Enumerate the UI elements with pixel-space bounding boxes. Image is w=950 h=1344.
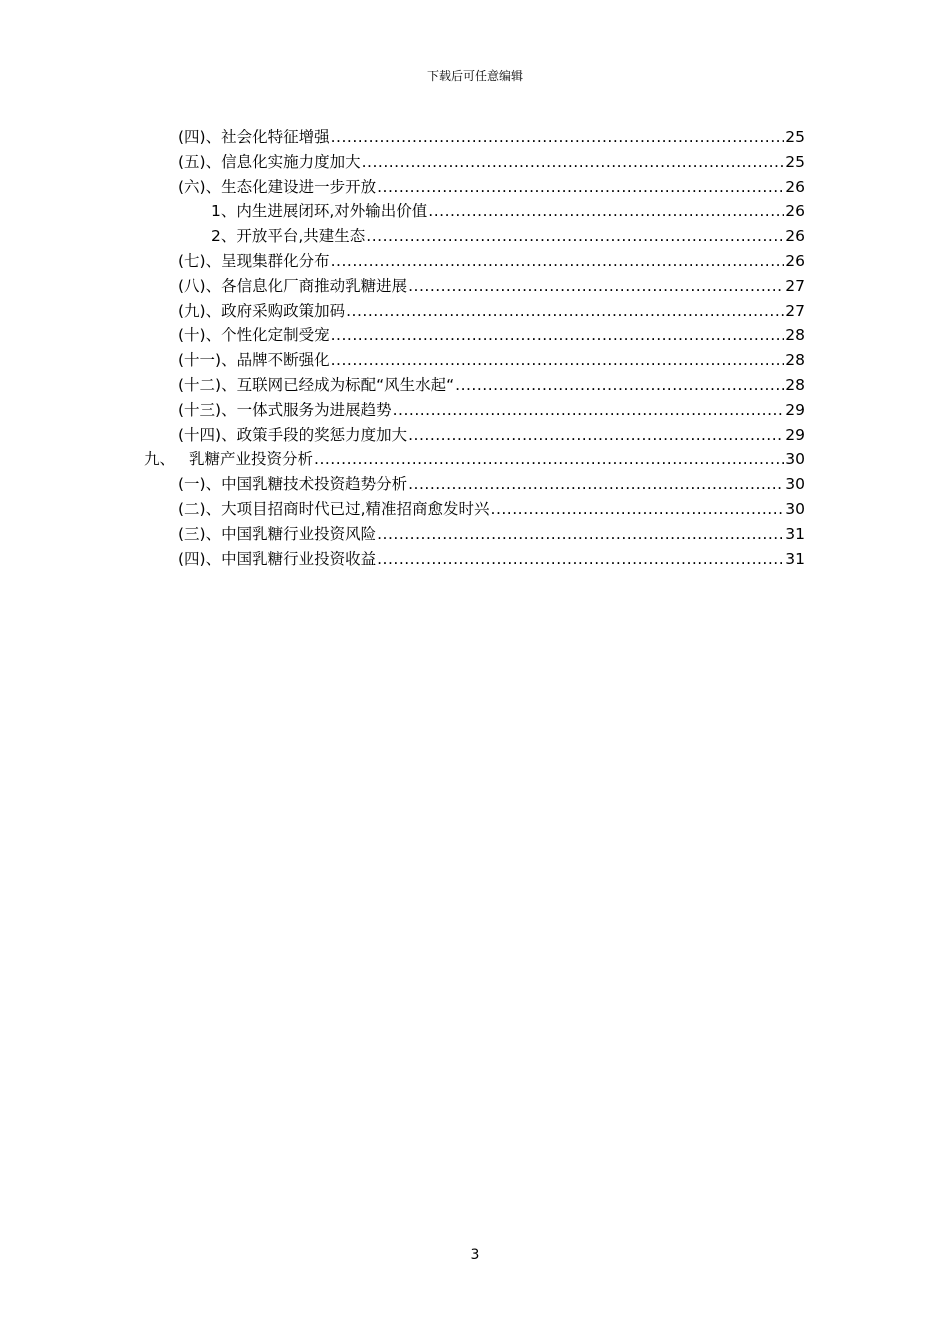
toc-entry-title: 1、内生进展闭环,对外输出价值 xyxy=(211,202,428,221)
toc-entry-page: 31 xyxy=(785,524,805,543)
toc-entry-page: 28 xyxy=(785,326,805,345)
toc-entry-page: 30 xyxy=(785,450,805,469)
toc-entry[interactable] xyxy=(178,176,805,198)
toc-entry-title: (十二)、互联网已经成为标配“风生水起“ xyxy=(178,376,455,394)
toc-entry[interactable] xyxy=(211,200,805,222)
toc-entry-page: 26 xyxy=(785,202,805,221)
toc-entry-title: (十四)、政策手段的奖惩力度加大 xyxy=(178,425,408,444)
toc-entry-page: 29 xyxy=(785,400,805,419)
toc-entry[interactable] xyxy=(178,498,805,520)
toc-entry[interactable] xyxy=(178,473,805,495)
toc-entry[interactable] xyxy=(178,523,805,545)
toc-entry[interactable] xyxy=(211,225,805,247)
toc-entry[interactable] xyxy=(178,324,805,346)
toc-entry-page: 30 xyxy=(785,475,805,494)
toc-dot-leader xyxy=(314,448,784,470)
toc-dot-leader xyxy=(393,399,785,421)
toc-entry-title: (四)、中国乳糖行业投资收益 xyxy=(178,549,377,568)
toc-dot-leader xyxy=(331,250,785,272)
toc-entry-title: (七)、呈现集群化分布 xyxy=(178,252,330,270)
toc-entry[interactable] xyxy=(178,424,805,446)
toc-dot-leader xyxy=(377,548,784,570)
toc-entry-page: 25 xyxy=(785,128,805,146)
toc-entry-title: (一)、中国乳糖技术投资趋势分析 xyxy=(178,475,408,494)
toc-dot-leader xyxy=(455,374,784,396)
toc-dot-leader xyxy=(428,200,784,222)
toc-entry[interactable] xyxy=(178,548,805,570)
toc-entry-title: (十一)、品牌不断强化 xyxy=(178,351,330,370)
toc-entry-page: 26 xyxy=(785,227,805,246)
toc-dot-leader xyxy=(346,300,784,322)
toc-dot-leader xyxy=(408,424,784,446)
toc-entry-page: 27 xyxy=(785,301,805,320)
toc-entry-title: (九)、政府采购政策加码 xyxy=(178,301,346,320)
toc-entry-page: 26 xyxy=(785,177,805,196)
toc-entry-title: (十三)、一体式服务为进展趋势 xyxy=(178,400,392,419)
toc-entry-page: 25 xyxy=(785,152,805,171)
toc-dot-leader xyxy=(362,151,785,173)
toc-dot-leader xyxy=(377,176,784,198)
toc-entry[interactable] xyxy=(144,448,805,470)
toc-entry-page: 27 xyxy=(785,276,805,295)
toc-dot-leader xyxy=(377,523,784,545)
toc-dot-leader xyxy=(366,225,784,247)
toc-entry[interactable] xyxy=(178,300,805,322)
toc-entry-title: (八)、各信息化厂商推动乳糖进展 xyxy=(178,276,408,295)
page-header: 下载后可任意编辑 xyxy=(426,69,523,83)
toc-entry-title: (六)、生态化建设进一步开放 xyxy=(178,177,377,196)
toc-entry-number: 九、 xyxy=(144,450,176,469)
toc-dot-leader xyxy=(331,349,785,371)
toc-entry-title: (四)、社会化特征增强 xyxy=(178,128,330,146)
toc-entry-title: (三)、中国乳糖行业投资风险 xyxy=(178,524,377,543)
toc-entry-title: 2、开放平台,共建生态 xyxy=(211,227,366,246)
toc-dot-leader xyxy=(491,498,785,520)
toc-dot-leader xyxy=(331,126,785,148)
page-number: 3 xyxy=(470,1247,480,1263)
toc-dot-leader xyxy=(408,473,784,495)
toc-entry[interactable] xyxy=(178,374,805,396)
toc-entry[interactable] xyxy=(178,126,805,148)
toc-dot-leader xyxy=(408,275,784,297)
toc-entry[interactable] xyxy=(178,399,805,421)
toc-entry[interactable] xyxy=(178,275,805,297)
toc-entry-title: (十)、个性化定制受宠 xyxy=(178,326,330,345)
toc-entry-page: 28 xyxy=(785,351,805,370)
toc-entry-title: (二)、大项目招商时代已过,精准招商愈发时兴 xyxy=(178,500,490,518)
toc-entry-title: 乳糖产业投资分析 xyxy=(189,450,314,469)
toc-entry[interactable] xyxy=(178,250,805,272)
toc-entry[interactable] xyxy=(178,151,805,173)
toc-entry-page: 30 xyxy=(785,500,805,518)
toc-entry-page: 28 xyxy=(785,376,805,394)
toc-entry[interactable] xyxy=(178,349,805,371)
toc-entry-page: 29 xyxy=(785,425,805,444)
toc-dot-leader xyxy=(331,324,785,346)
toc-entry-page: 26 xyxy=(785,252,805,270)
toc-entry-title: (五)、信息化实施力度加大 xyxy=(178,152,361,171)
toc-entry-page: 31 xyxy=(785,549,805,568)
